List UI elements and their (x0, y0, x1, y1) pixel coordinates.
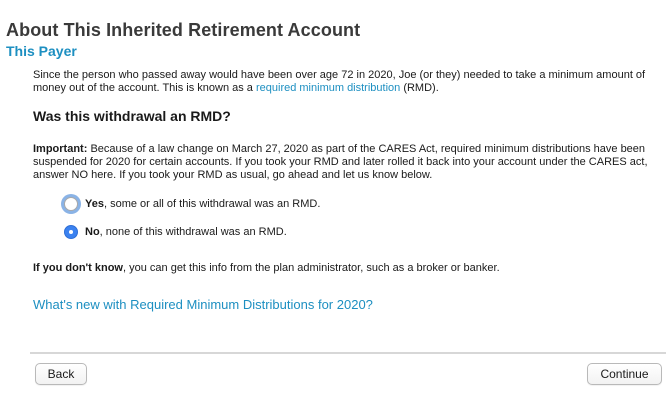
important-label: Important: (33, 143, 88, 155)
question-heading: Was this withdrawal an RMD? (33, 108, 231, 124)
intro-text: Since the person who passed away would have been over age 72 in 2020, Joe (or they) needed to take a minimum amount of money out of the account. This is known as a (33, 69, 646, 94)
section-subtitle: This Payer (6, 43, 77, 59)
whats-new-rmd-link[interactable]: What's new with Required Minimum Distributions for 2020? (33, 297, 373, 312)
rmd-definition-link[interactable]: required minimum distribution (255, 82, 401, 94)
back-button[interactable]: Back (35, 363, 87, 385)
continue-button[interactable]: Continue (587, 363, 662, 385)
radio-label-yes[interactable] (85, 198, 320, 210)
important-note (33, 143, 658, 182)
radio-label-yes-rest: , some or all of this withdrawal was an RMD. (103, 198, 321, 210)
radio-label-yes-bold: Yes (85, 198, 104, 210)
radio-label-no[interactable] (85, 226, 287, 238)
page-title: About This Inherited Retirement Account (6, 20, 361, 40)
dont-know-note (33, 262, 500, 274)
intro-text-end: (RMD). (400, 82, 439, 94)
dont-know-text: , you can get this info from the plan administrator, such as a broker or banker. (123, 262, 500, 274)
dont-know-bold: If you don't know (33, 262, 123, 274)
radio-label-no-rest: , none of this withdrawal was an RMD. (99, 226, 287, 238)
radio-option-no[interactable] (64, 225, 287, 239)
radio-option-yes[interactable] (64, 197, 320, 211)
intro-paragraph (33, 69, 658, 95)
radio-button-no[interactable] (64, 225, 78, 239)
radio-button-yes[interactable] (64, 197, 78, 211)
radio-label-no-bold: No (85, 226, 100, 238)
important-text: Because of a law change on March 27, 2020 as part of the CARES Act, required minimum distributions have been suspended for 2020 for certain accounts. If you took your RMD and later rolled it back into your account under the CARES act, answer NO here. If you took your RMD as usual, go ahead and let us know below. (33, 143, 648, 181)
footer-divider (30, 352, 666, 354)
